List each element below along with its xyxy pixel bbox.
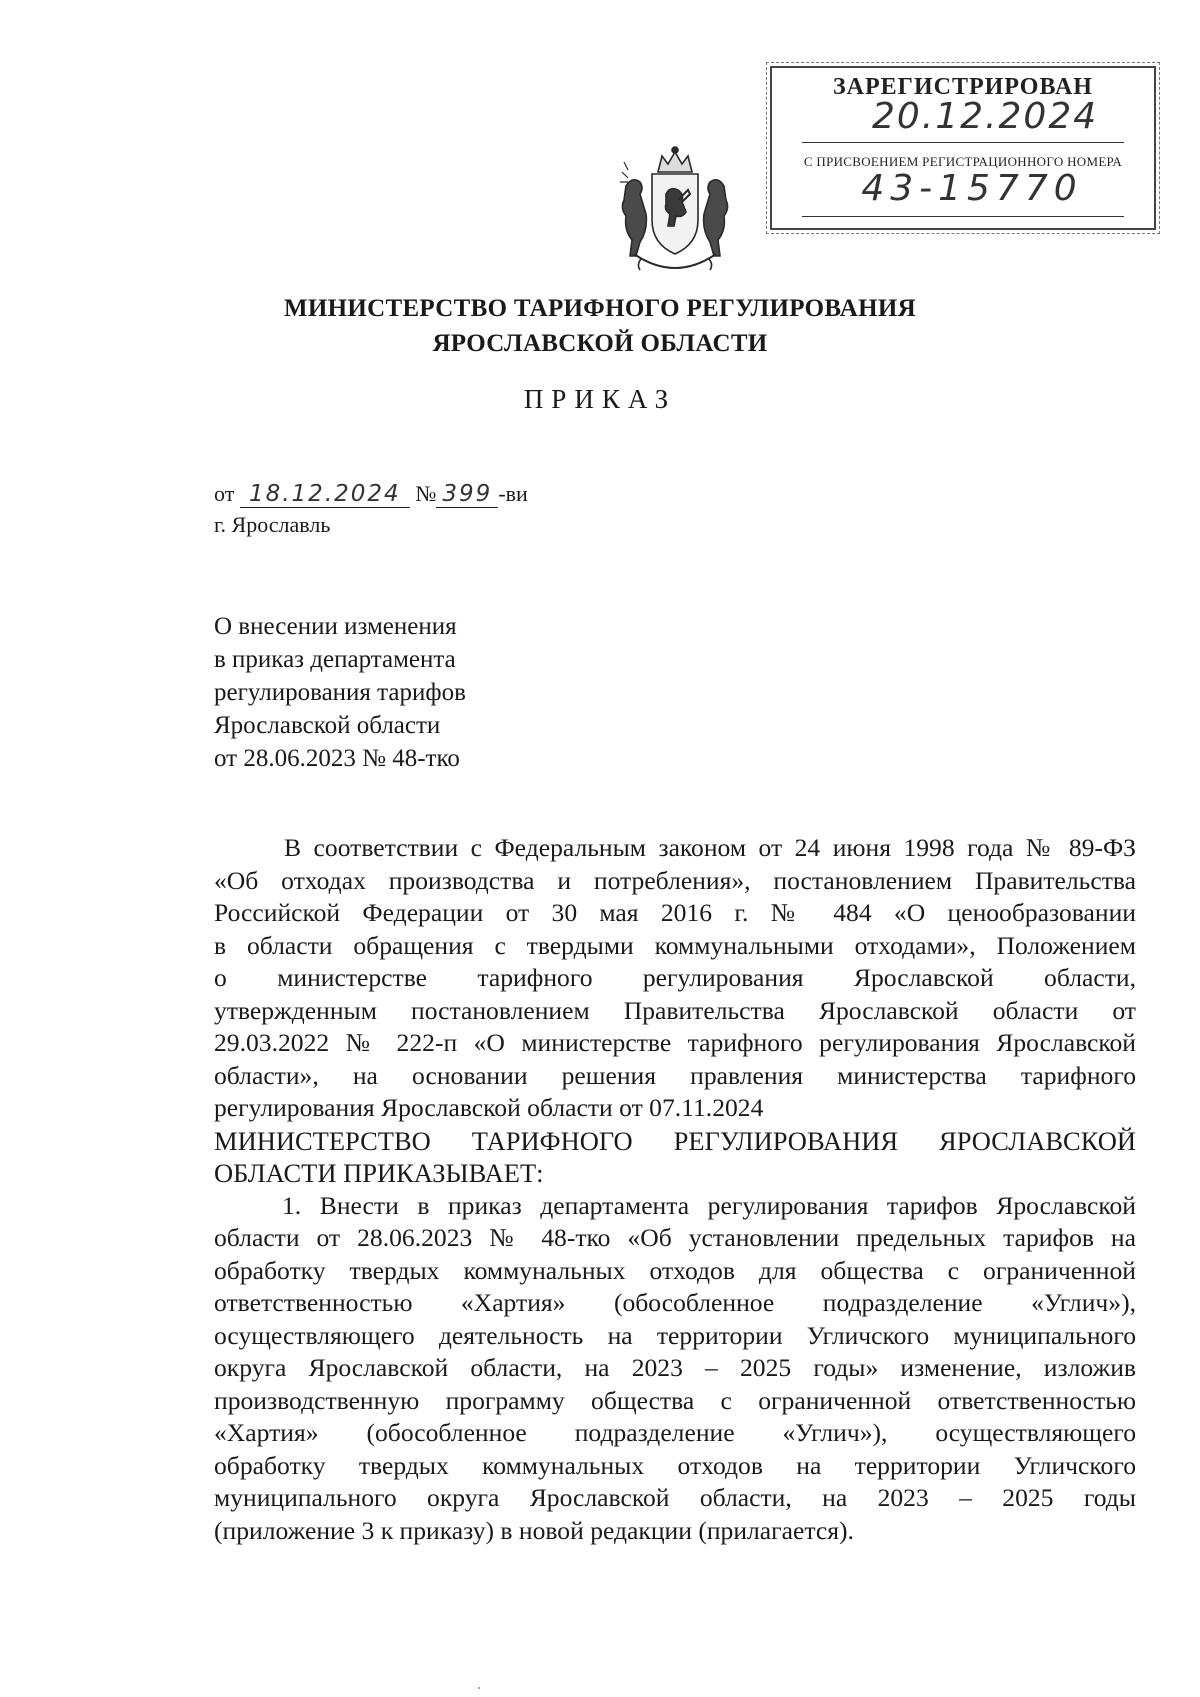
body-line: Российской Федерации от 30 мая 2016 г. № 484 «О ценообразовании: [214, 898, 1136, 927]
body-line: «Об отходах производства и потребления», постановлением Правительства: [214, 865, 1136, 895]
subject-line: регулирования тарифов: [214, 679, 466, 706]
body-line: обработку твердых коммунальных отходов для общества с ограниченной: [214, 1255, 1136, 1285]
stamp-title: ЗАРЕГИСТРИРОВАН: [833, 74, 1093, 100]
subject-line: в приказ департамента: [214, 646, 456, 673]
body-line: «Хартия» (обособленное подразделение «Углич»), осуществляющего: [214, 1418, 1136, 1447]
stamp-date: 20.12.2024: [872, 96, 1099, 137]
yaroslavl-oblast-coat-of-arms-icon: [612, 142, 738, 278]
order-subject: [214, 610, 534, 775]
body-line: 29.03.2022 № 222-п «О министерстве тарифного регулирования Ярославской: [214, 1028, 1136, 1057]
body-line: ответственностью «Хартия» (обособленное подразделение «Углич»),: [214, 1288, 1136, 1317]
stamp-registration-number: 43-15770: [861, 168, 1083, 209]
order-number: 399: [436, 481, 498, 508]
body-line: обработку твердых коммунальных отходов на территории Угличского: [214, 1450, 1136, 1480]
ministry-name-line: МИНИСТЕРСТВО ТАРИФНОГО РЕГУЛИРОВАНИЯ: [283, 295, 916, 322]
body-line: округа Ярославской области, на 2023 – 2025 годы» изменение, изложив: [214, 1353, 1136, 1382]
order-date-line: [214, 478, 528, 510]
order-date: 18.12.2024: [240, 481, 410, 508]
date-prefix: от: [214, 481, 235, 506]
stamp-rule: [802, 216, 1124, 217]
body-line: о министерстве тарифного регулирования Ярославской области,: [214, 963, 1136, 992]
body-line: в области обращения с твердыми коммунальными отходами», Положением: [214, 930, 1136, 960]
body-line: 1. Внести в приказ департамента регулирования тарифов Ярославской: [282, 1190, 1136, 1220]
body-line: МИНИСТЕРСТВО ТАРИФНОГО РЕГУЛИРОВАНИЯ ЯРОСЛАВСКОЙ: [214, 1125, 1136, 1156]
body-line: регулирования Ярославской области от 07.11.2024: [214, 1093, 764, 1122]
number-suffix: -ви: [498, 481, 528, 506]
body-line: производственную программу общества с ограниченной ответственностью: [214, 1385, 1136, 1415]
body-line: осуществляющего деятельность на территории Угличского муниципального: [214, 1320, 1136, 1350]
order-body: [214, 832, 1136, 1547]
body-line: области от 28.06.2023 № 48-тко «Об установлении предельных тарифов на: [214, 1223, 1136, 1252]
body-line: области», на основании решения правления министерства тарифного: [214, 1060, 1136, 1090]
stamp-rule: [802, 142, 1124, 143]
body-line: В соответствии с Федеральным законом от 24 июня 1998 года № 89-ФЗ: [284, 833, 1136, 862]
subject-line: О внесении изменения: [214, 613, 457, 640]
page-mark: [478, 1687, 480, 1689]
ministry-name: [200, 291, 1000, 361]
stamp-subtitle: С ПРИСВОЕНИЕМ РЕГИСТРАЦИОННОГО НОМЕРА: [803, 154, 1123, 169]
body-line: (приложение 3 к приказу) в новой редакции (прилагается).: [214, 1515, 854, 1545]
subject-line: Ярославской области: [214, 712, 441, 739]
number-prefix: №: [415, 481, 437, 506]
ministry-name-line: ЯРОСЛАВСКОЙ ОБЛАСТИ: [432, 330, 768, 357]
subject-line: от 28.06.2023 № 48-тко: [214, 745, 460, 772]
body-line: ОБЛАСТИ ПРИКАЗЫВАЕТ:: [214, 1158, 544, 1188]
order-city: г. Ярославль: [214, 512, 331, 537]
document-type-title: ПРИКАЗ: [523, 384, 677, 414]
body-line: муниципального округа Ярославской области, на 2023 – 2025 годы: [214, 1483, 1136, 1512]
registration-stamp: [770, 66, 1156, 230]
body-line: утвержденным постановлением Правительства Ярославской области от: [214, 995, 1136, 1025]
